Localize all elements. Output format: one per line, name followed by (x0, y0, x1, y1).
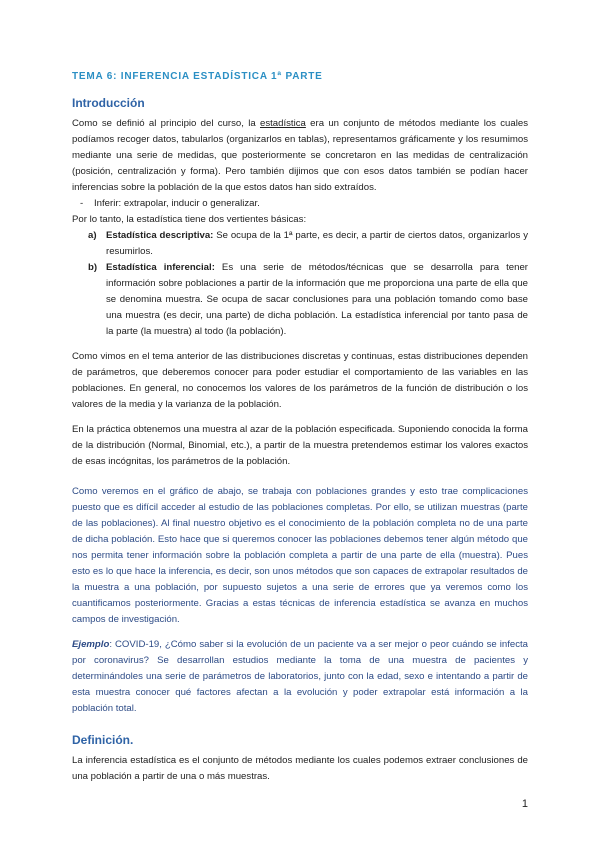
intro-p1-before: Como se definió al principio del curso, la (72, 118, 260, 129)
intro-paragraph-4: En la práctica obtenemos una muestra al azar de la población especificada. Suponiendo conocida la forma de la distribución (Normal, Binomial, etc.), a partir de la muestra pretendemos estimar los valores exactos de esas incógnitas, los parámetros de la población. (72, 424, 528, 467)
document-title: TEMA 6: INFERENCIA ESTADÍSTICA 1ª PARTE (72, 71, 323, 82)
list-item-inferencial (88, 260, 528, 340)
text-inferencial: Es una serie de métodos/técnicas que se desarrolla para tener información sobre poblaciones a partir de la información que me proporciona una parte de ella que se denomina muestra. Se ocupa de sacar conclusiones para una población tomando como base una muestra (es decir, una parte) de dicha población. La estadística inferencial por tanto pasa de la parte (la muestra) al todo (la población). (106, 262, 528, 337)
definition-heading: Definición. (72, 733, 134, 747)
dash-item-text: Inferir: extrapolar, inducir o generalizar. (94, 198, 260, 209)
intro-paragraph-2: Por lo tanto, la estadística tiene dos vertientes básicas: (72, 214, 307, 225)
intro-p1-after: era un conjunto de métodos mediante los cuales podíamos recoger datos, tabularlos (organizarlos en tablas), representamos gráficamente y los resumimos mediante una serie de medidas, que posteriormente se concretaron en las medidas de centralización (posición, centralización y forma). Pero también dijimos que con esos datos también se podían hacer inferencias sobre la población de la que estos datos han sido extraídos. (72, 118, 528, 193)
list-marker-a: a) (88, 230, 97, 241)
list-marker-b: b) (88, 262, 98, 273)
term-inferencial: Estadística inferencial: (106, 262, 215, 273)
intro-paragraph-5: Como veremos en el gráfico de abajo, se trabaja con poblaciones grandes y esto trae complicaciones puesto que es difícil acceder al estudio de las poblaciones completas. Por ello, se utilizan muestras (parte de las poblaciones). Al final nuestro objetivo es el conocimiento de la población completa no de una parte de dicha población. Esto hace que si queremos conocer las poblaciones debemos tener algún método que nos permita tener información sobre la población completa a partir de una parte de ella (muestra). Pues esto es lo que hace la inferencia, es decir, son unos métodos que son capaces de extrapolar resultados de la muestra a una población, por supuesto sujetos a una serie de errores que ya veremos como los cuantificamos posteriormente. Gracias a estas técnicas de inferencia estadística se avanza en muchos campos de investigación. (72, 486, 528, 625)
intro-paragraph-3: Como vimos en el tema anterior de las distribuciones discretas y continuas, estas distribuciones dependen de parámetros, que deberemos conocer para poder estudiar el comportamiento de las variables en las poblaciones. En general, no conocemos los valores de los parámetros de la función de distribución o los valores de la media y la varianza de la población. (72, 351, 528, 410)
term-descriptiva: Estadística descriptiva: (106, 230, 214, 241)
text-descriptiva: Se ocupa de la 1ª parte, es decir, a partir de ciertos datos, organizarlos y resumirlos. (106, 230, 528, 257)
intro-heading: Introducción (72, 96, 145, 110)
dash-list-item (72, 196, 528, 212)
estadistica-link[interactable]: estadística (259, 118, 306, 129)
list-item-descriptiva (88, 228, 528, 260)
example-label: Ejemplo (72, 639, 110, 650)
intro-paragraph-1 (72, 116, 528, 196)
definition-text: La inferencia estadística es el conjunto de métodos mediante los cuales podemos extraer conclusiones de una población a partir de una o más muestras. (72, 755, 528, 782)
vertientes-list (72, 228, 528, 340)
example-paragraph (72, 637, 528, 717)
page-number: 1 (521, 798, 528, 810)
example-text: : COVID-19, ¿Cómo saber si la evolución de un paciente va a ser mejor o peor cuándo se infecta por coronavirus? Se desarrollan estudios mediante la toma de una muestra de pacientes y determinándoles una serie de parámetros de laboratorios, junto con la edad, sexo e intentando a partir de esta muestra conocer qué factores afectan a la evolución y poder extrapolar está información a la población total. (72, 639, 528, 714)
dash-marker: - (80, 198, 84, 209)
